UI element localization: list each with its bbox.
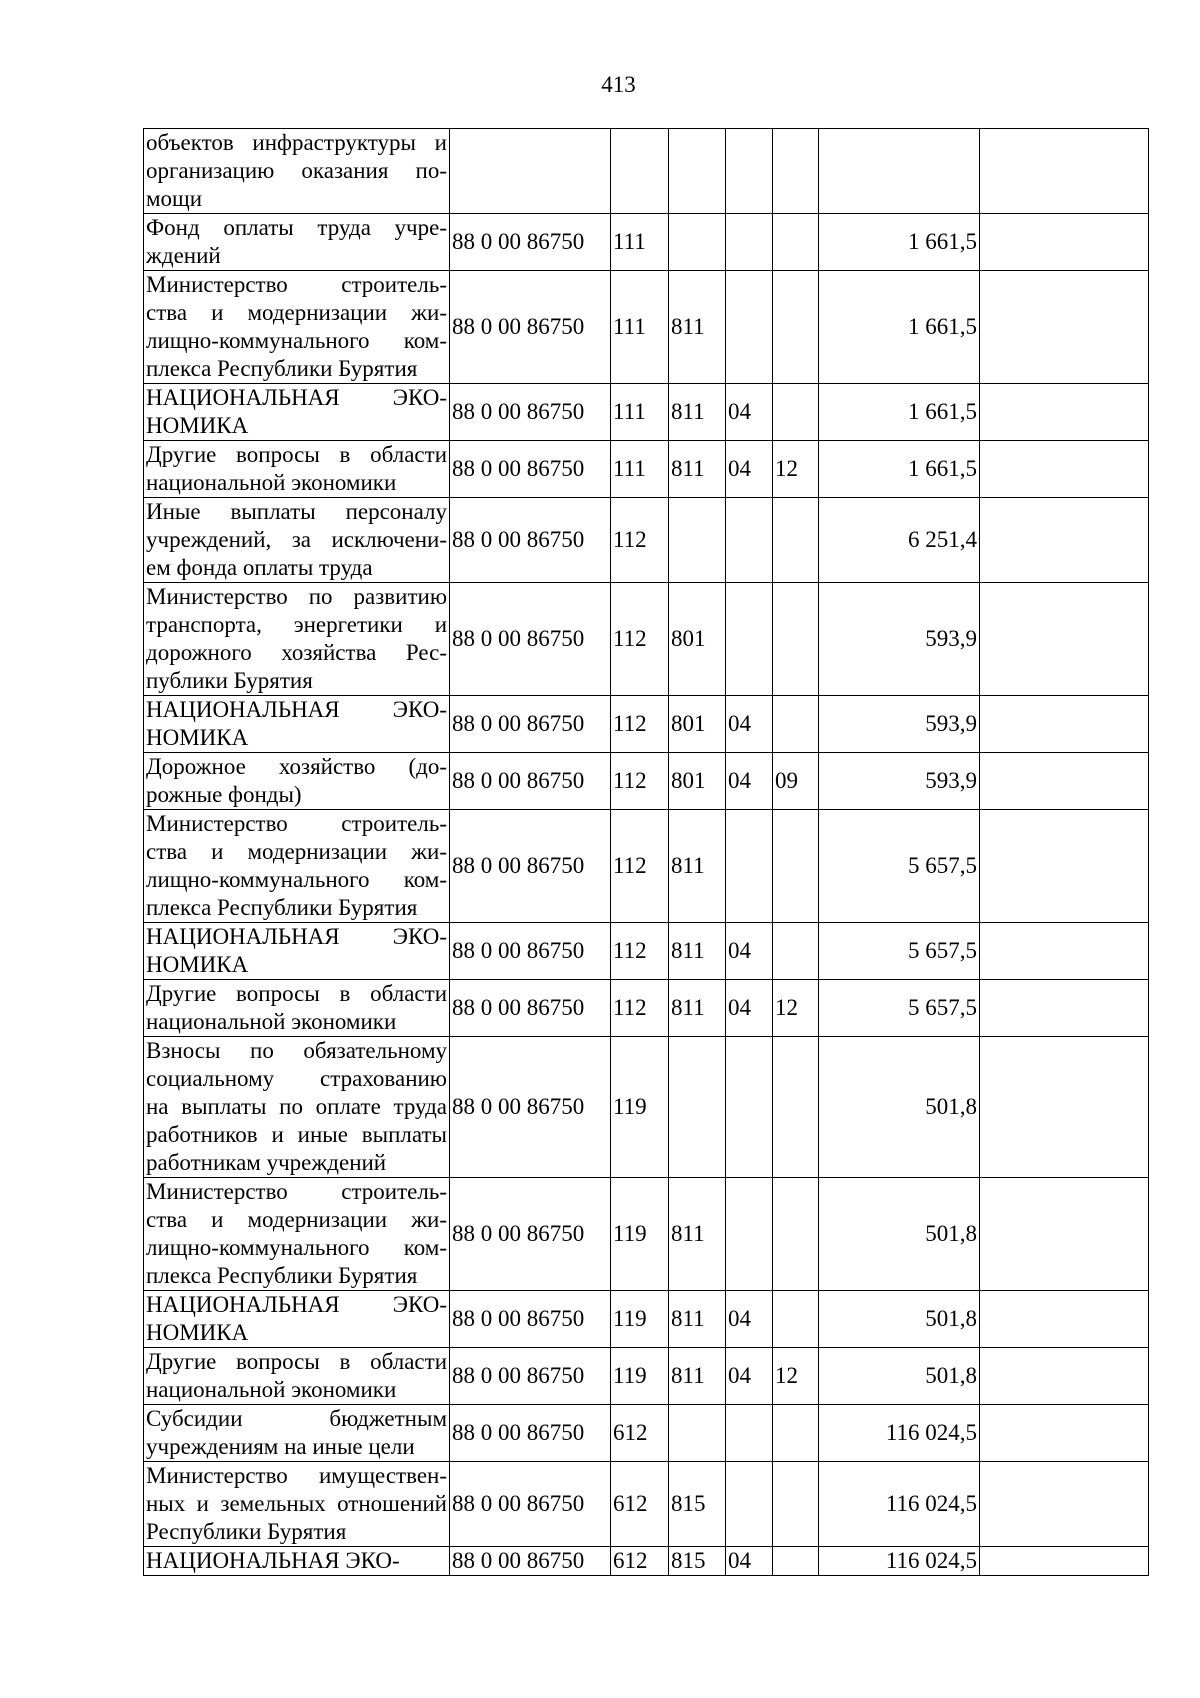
description-line: НОМИКА [146, 725, 249, 750]
table-body [144, 129, 1149, 1576]
description-cell [144, 696, 450, 753]
description-line: публики Бурятия [146, 668, 313, 693]
section-cell: 04 [726, 1291, 773, 1348]
expense-type-cell: 112 [611, 810, 669, 923]
section-cell: 04 [726, 441, 773, 498]
extra-cell [980, 129, 1149, 214]
description-line: социальному страхованию [146, 1066, 447, 1091]
extra-cell [980, 1348, 1149, 1405]
section-cell [726, 1178, 773, 1291]
subsection-cell [773, 1291, 819, 1348]
amount-cell: 5 657,5 [819, 980, 980, 1037]
section-cell: 04 [726, 923, 773, 980]
description-cell [144, 923, 450, 980]
description-line: Республики Бурятия [146, 1519, 347, 1544]
subsection-cell [773, 696, 819, 753]
amount-cell: 501,8 [819, 1037, 980, 1178]
ministry-code-cell [669, 1405, 726, 1462]
description-line: национальной экономики [146, 1377, 397, 1402]
subsection-cell: 12 [773, 980, 819, 1037]
ministry-code-cell: 811 [669, 1348, 726, 1405]
description-line: национальной экономики [146, 470, 397, 495]
ministry-code-cell: 801 [669, 583, 726, 696]
description-line: учреждений, за исключени- [146, 527, 447, 552]
amount-cell [819, 129, 980, 214]
expense-type-cell: 612 [611, 1547, 669, 1576]
amount-cell: 593,9 [819, 753, 980, 810]
target-code-cell: 88 0 00 86750 [450, 810, 611, 923]
description-line: НАЦИОНАЛЬНАЯ ЭКО- [146, 1548, 400, 1573]
description-line: Другие вопросы в области [146, 442, 447, 467]
ministry-code-cell [669, 214, 726, 271]
ministry-code-cell: 801 [669, 696, 726, 753]
target-code-cell: 88 0 00 86750 [450, 1405, 611, 1462]
description-line: работников и иные выплаты [146, 1122, 447, 1147]
description-line: плекса Республики Бурятия [146, 356, 418, 381]
table-row [144, 923, 1149, 980]
subsection-cell: 12 [773, 441, 819, 498]
extra-cell [980, 696, 1149, 753]
target-code-cell: 88 0 00 86750 [450, 384, 611, 441]
extra-cell [980, 1405, 1149, 1462]
expense-type-cell: 112 [611, 980, 669, 1037]
description-cell [144, 384, 450, 441]
section-cell: 04 [726, 980, 773, 1037]
subsection-cell [773, 214, 819, 271]
description-line: ства и модернизации жи- [146, 1207, 447, 1232]
table-row [144, 696, 1149, 753]
expense-type-cell: 111 [611, 384, 669, 441]
target-code-cell: 88 0 00 86750 [450, 923, 611, 980]
target-code-cell: 88 0 00 86750 [450, 1547, 611, 1576]
description-line: лищно-коммунального ком- [146, 328, 447, 353]
table-row [144, 583, 1149, 696]
amount-cell: 6 251,4 [819, 498, 980, 583]
description-line: ных и земельных отношений [146, 1491, 447, 1516]
description-cell [144, 583, 450, 696]
section-cell: 04 [726, 1348, 773, 1405]
description-cell [144, 129, 450, 214]
expense-type-cell: 111 [611, 214, 669, 271]
subsection-cell [773, 271, 819, 384]
expense-type-cell: 612 [611, 1405, 669, 1462]
amount-cell: 116 024,5 [819, 1462, 980, 1547]
description-line: НАЦИОНАЛЬНАЯ ЭКО- [146, 697, 447, 722]
expense-type-cell: 119 [611, 1178, 669, 1291]
target-code-cell: 88 0 00 86750 [450, 1291, 611, 1348]
description-cell [144, 1348, 450, 1405]
ministry-code-cell [669, 129, 726, 214]
description-line: лищно-коммунального ком- [146, 867, 447, 892]
description-line: лищно-коммунального ком- [146, 1235, 447, 1260]
table-row [144, 214, 1149, 271]
description-line: ства и модернизации жи- [146, 839, 447, 864]
extra-cell [980, 1547, 1149, 1576]
ministry-code-cell: 811 [669, 384, 726, 441]
description-line: ждений [146, 243, 221, 268]
description-line: НОМИКА [146, 1320, 249, 1345]
section-cell [726, 810, 773, 923]
extra-cell [980, 271, 1149, 384]
ministry-code-cell: 811 [669, 980, 726, 1037]
description-cell [144, 753, 450, 810]
description-line: мощи [146, 186, 203, 211]
description-line: ства и модернизации жи- [146, 300, 447, 325]
section-cell [726, 214, 773, 271]
description-line: Министерство строитель- [146, 1179, 447, 1204]
description-line: НАЦИОНАЛЬНАЯ ЭКО- [146, 924, 447, 949]
description-line: транспорта, энергетики и [146, 612, 447, 637]
expense-type-cell: 111 [611, 441, 669, 498]
table-row [144, 498, 1149, 583]
ministry-code-cell: 811 [669, 271, 726, 384]
description-line: работникам учреждений [146, 1150, 387, 1175]
target-code-cell: 88 0 00 86750 [450, 753, 611, 810]
ministry-code-cell: 815 [669, 1547, 726, 1576]
description-line: дорожного хозяйства Рес- [146, 640, 447, 665]
description-cell [144, 214, 450, 271]
description-line: на выплаты по оплате труда [146, 1094, 447, 1119]
description-cell [144, 1291, 450, 1348]
extra-cell [980, 1462, 1149, 1547]
extra-cell [980, 498, 1149, 583]
expense-type-cell [611, 129, 669, 214]
section-cell: 04 [726, 1547, 773, 1576]
description-cell [144, 980, 450, 1037]
description-line: Иные выплаты персоналу [146, 499, 447, 524]
table-row [144, 753, 1149, 810]
description-line: учреждениям на иные цели [146, 1434, 415, 1459]
expense-type-cell: 112 [611, 583, 669, 696]
description-line: НОМИКА [146, 952, 249, 977]
extra-cell [980, 923, 1149, 980]
ministry-code-cell: 815 [669, 1462, 726, 1547]
table-row [144, 1291, 1149, 1348]
subsection-cell [773, 923, 819, 980]
amount-cell: 1 661,5 [819, 384, 980, 441]
subsection-cell [773, 498, 819, 583]
subsection-cell [773, 384, 819, 441]
target-code-cell: 88 0 00 86750 [450, 441, 611, 498]
description-line: национальной экономики [146, 1009, 397, 1034]
description-line: Министерство строитель- [146, 272, 447, 297]
ministry-code-cell [669, 1037, 726, 1178]
ministry-code-cell: 811 [669, 1291, 726, 1348]
section-cell [726, 271, 773, 384]
table-row [144, 1037, 1149, 1178]
description-line: Министерство по развитию [146, 584, 447, 609]
description-line: организацию оказания по- [146, 158, 447, 183]
description-line: плекса Республики Бурятия [146, 895, 418, 920]
target-code-cell: 88 0 00 86750 [450, 1348, 611, 1405]
extra-cell [980, 214, 1149, 271]
description-line: рожные фонды) [146, 782, 302, 807]
table-row [144, 980, 1149, 1037]
extra-cell [980, 980, 1149, 1037]
extra-cell [980, 810, 1149, 923]
expense-type-cell: 112 [611, 923, 669, 980]
subsection-cell [773, 810, 819, 923]
expense-type-cell: 119 [611, 1291, 669, 1348]
description-cell [144, 1178, 450, 1291]
description-cell [144, 1037, 450, 1178]
description-line: Фонд оплаты труда учре- [146, 215, 447, 240]
target-code-cell [450, 129, 611, 214]
ministry-code-cell: 811 [669, 1178, 726, 1291]
ministry-code-cell: 811 [669, 441, 726, 498]
amount-cell: 5 657,5 [819, 810, 980, 923]
description-line: НАЦИОНАЛЬНАЯ ЭКО- [146, 385, 447, 410]
description-cell [144, 271, 450, 384]
extra-cell [980, 1037, 1149, 1178]
description-line: Взносы по обязательному [146, 1038, 447, 1063]
target-code-cell: 88 0 00 86750 [450, 271, 611, 384]
amount-cell: 593,9 [819, 583, 980, 696]
table-row [144, 1178, 1149, 1291]
table-row [144, 1348, 1149, 1405]
target-code-cell: 88 0 00 86750 [450, 696, 611, 753]
ministry-code-cell: 811 [669, 923, 726, 980]
subsection-cell [773, 1178, 819, 1291]
description-line: ем фонда оплаты труда [146, 555, 373, 580]
amount-cell: 116 024,5 [819, 1405, 980, 1462]
section-cell [726, 1462, 773, 1547]
target-code-cell: 88 0 00 86750 [450, 498, 611, 583]
target-code-cell: 88 0 00 86750 [450, 1462, 611, 1547]
section-cell: 04 [726, 753, 773, 810]
ministry-code-cell [669, 498, 726, 583]
description-line: Другие вопросы в области [146, 1349, 447, 1374]
expense-type-cell: 119 [611, 1348, 669, 1405]
amount-cell: 501,8 [819, 1178, 980, 1291]
extra-cell [980, 441, 1149, 498]
table-row [144, 441, 1149, 498]
amount-cell: 593,9 [819, 696, 980, 753]
amount-cell: 501,8 [819, 1348, 980, 1405]
subsection-cell [773, 583, 819, 696]
description-line: НОМИКА [146, 413, 249, 438]
description-line: НАЦИОНАЛЬНАЯ ЭКО- [146, 1292, 447, 1317]
section-cell [726, 129, 773, 214]
amount-cell: 501,8 [819, 1291, 980, 1348]
table-row [144, 384, 1149, 441]
description-cell [144, 1547, 450, 1576]
expense-type-cell: 612 [611, 1462, 669, 1547]
table-row [144, 1405, 1149, 1462]
section-cell [726, 498, 773, 583]
amount-cell: 116 024,5 [819, 1547, 980, 1576]
target-code-cell: 88 0 00 86750 [450, 583, 611, 696]
target-code-cell: 88 0 00 86750 [450, 1178, 611, 1291]
target-code-cell: 88 0 00 86750 [450, 214, 611, 271]
subsection-cell [773, 1405, 819, 1462]
extra-cell [980, 583, 1149, 696]
section-cell [726, 1037, 773, 1178]
description-cell [144, 441, 450, 498]
ministry-code-cell: 811 [669, 810, 726, 923]
description-cell [144, 498, 450, 583]
subsection-cell: 09 [773, 753, 819, 810]
amount-cell: 1 661,5 [819, 214, 980, 271]
description-line: Министерство имуществен- [146, 1463, 447, 1488]
subsection-cell [773, 1037, 819, 1178]
target-code-cell: 88 0 00 86750 [450, 1037, 611, 1178]
description-line: объектов инфраструктуры и [146, 130, 447, 155]
table-row [144, 1547, 1149, 1576]
description-line: Министерство строитель- [146, 811, 447, 836]
amount-cell: 1 661,5 [819, 271, 980, 384]
section-cell [726, 1405, 773, 1462]
extra-cell [980, 753, 1149, 810]
amount-cell: 1 661,5 [819, 441, 980, 498]
description-cell [144, 1462, 450, 1547]
extra-cell [980, 1178, 1149, 1291]
subsection-cell [773, 1462, 819, 1547]
ministry-code-cell: 801 [669, 753, 726, 810]
table-row [144, 271, 1149, 384]
description-line: Субсидии бюджетным [146, 1406, 447, 1431]
subsection-cell: 12 [773, 1348, 819, 1405]
description-line: плекса Республики Бурятия [146, 1263, 418, 1288]
subsection-cell [773, 129, 819, 214]
description-cell [144, 810, 450, 923]
amount-cell: 5 657,5 [819, 923, 980, 980]
table-row [144, 129, 1149, 214]
description-line: Дорожное хозяйство (до- [146, 754, 447, 779]
section-cell [726, 583, 773, 696]
expense-type-cell: 112 [611, 498, 669, 583]
expense-type-cell: 119 [611, 1037, 669, 1178]
subsection-cell [773, 1547, 819, 1576]
table-row [144, 1462, 1149, 1547]
section-cell: 04 [726, 696, 773, 753]
extra-cell [980, 384, 1149, 441]
expense-type-cell: 112 [611, 753, 669, 810]
description-cell [144, 1405, 450, 1462]
table-row [144, 810, 1149, 923]
budget-table [143, 128, 1149, 1576]
extra-cell [980, 1291, 1149, 1348]
target-code-cell: 88 0 00 86750 [450, 980, 611, 1037]
expense-type-cell: 111 [611, 271, 669, 384]
page-number: 413 [601, 72, 636, 97]
description-line: Другие вопросы в области [146, 981, 447, 1006]
expense-type-cell: 112 [611, 696, 669, 753]
section-cell: 04 [726, 384, 773, 441]
